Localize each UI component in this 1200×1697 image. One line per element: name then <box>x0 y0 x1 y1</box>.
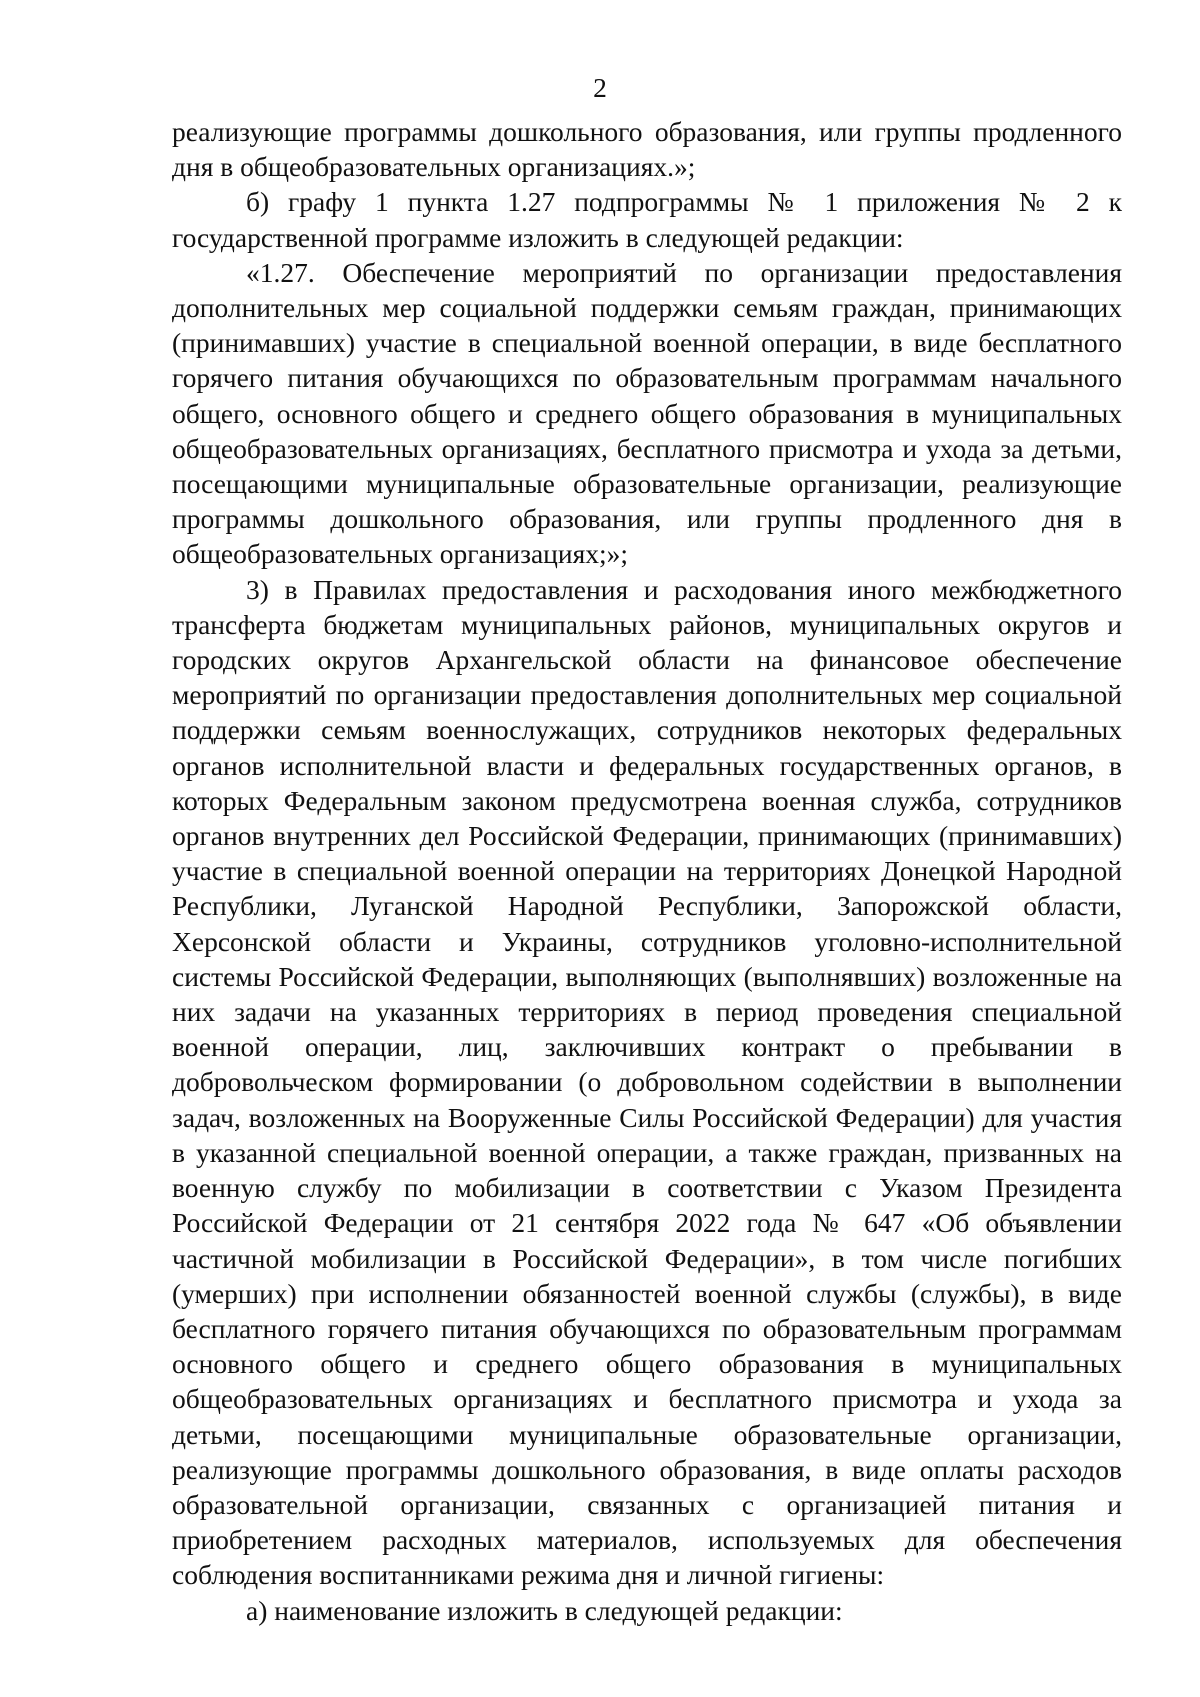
paragraph-item-a: а) наименование изложить в следующей редакции: <box>246 1594 843 1626</box>
paragraph-item-3: 3) в Правилах предоставления и расходования иного межбюджетного трансферта бюджетам муниципальных районов, муниципальных округов и городских округов Архангельской области на финансовое обеспечение мероприятий по организации предоставления дополнительных мер социальной поддержки семьям военнослужащих, сотрудников некоторых федеральных органов исполнительной власти и федеральных государственных органов, в которых Федеральным законом предусмотрена военная служба, сотрудников органов внутренних дел Российской Федерации, принимающих (принимавших) участие в специальной военной операции на территориях Донецкой Народной Республики, Луганской Народной Республики, Запорожской области, Херсонской области и Украины, сотрудников уголовно-исполнительной системы Российской Федерации, выполняющих (выполнявших) возложенные на них задачи на указанных территориях в период проведения специальной военной операции, лиц, заключивших контракт о пребывании в добровольческом формировании (о добровольном содействии в выполнении задач, возложенных на Вооруженные Силы Российской Федерации) для участия в указанной специальной военной операции, а также граждан, призванных на военную службу по мобилизации в соответствии с Указом Президента Российской Федерации от 21 сентября 2022 года № 647 «Об объявлении частичной мобилизации в Российской Федерации», в том числе погибших (умерших) при исполнении обязанностей военной службы (службы), в виде бесплатного горячего питания обучающихся по образовательным программам основного общего и среднего общего образования в муниципальных общеобразовательных организациях и бесплатного присмотра и ухода за детьми, посещающими муниципальные образовательные организации, реализующие программы дошкольного образования, в виде оплаты расходов образовательной организации, связанных с организацией питания и приобретением расходных материалов, используемых для обеспечения соблюдения воспитанниками режима дня и личной гигиены: <box>172 573 1122 1591</box>
paragraph-item-b: б) графу 1 пункта 1.27 подпрограммы № 1 приложения № 2 к государственной программе изложить в следующей редакции: <box>172 186 1122 253</box>
paragraph-quoted-1-27: «1.27. Обеспечение мероприятий по организации предоставления дополнительных мер социальной поддержки семьям граждан, принимающих (принимавших) участие в специальной военной операции, в виде бесплатного горячего питания обучающихся по образовательным программам начального общего, основного общего и среднего общего образования в муниципальных общеобразовательных организациях, бесплатного присмотра и ухода за детьми, посещающими муниципальные образовательные организации, реализующие программы дошкольного образования, или группы продленного дня в общеобразовательных организациях;»; <box>172 256 1122 570</box>
page-number: 2 <box>593 72 607 103</box>
paragraph-continuation: реализующие программы дошкольного образования, или группы продленного дня в общеобразовательных организациях.»; <box>172 116 1122 183</box>
document-body <box>172 114 1122 1628</box>
